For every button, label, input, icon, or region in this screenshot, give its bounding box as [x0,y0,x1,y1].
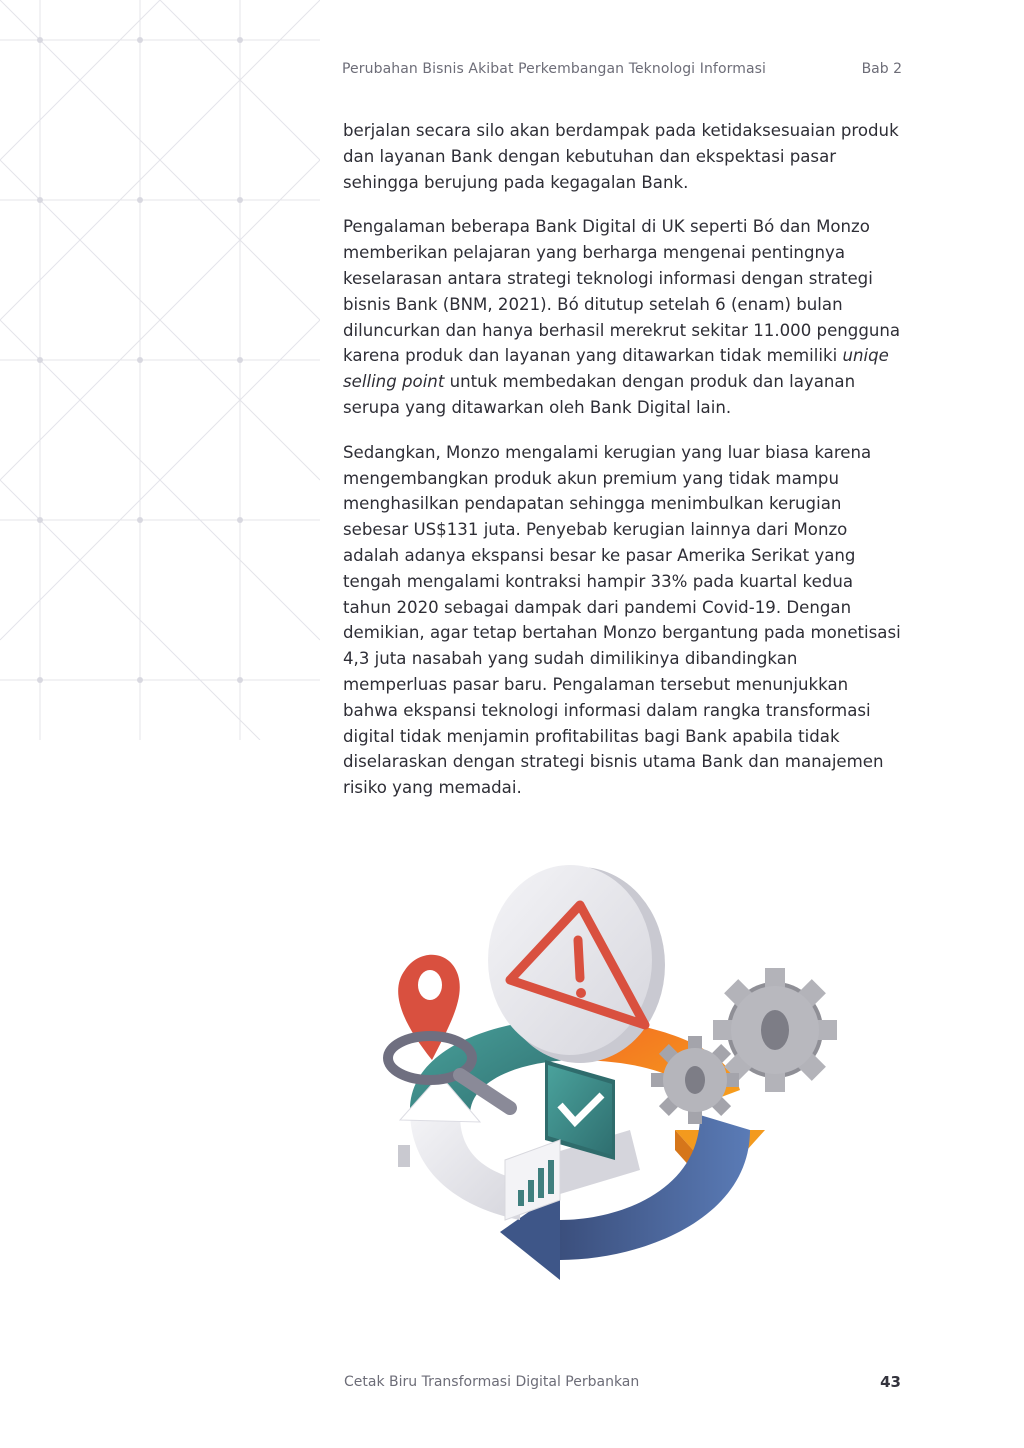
page-number: 43 [880,1373,901,1391]
paragraph-3: Sedangkan, Monzo mengalami kerugian yang luar biasa karena mengembangkan produk akun premium yang tidak mampu menghasilkan pendapatan sehingga menimbulkan kerugian sebesar US$131 juta. Penyebab kerugian lainnya dari Monzo adalah adanya ekspansi besar ke pasar Amerika Serikat yang tengah mengalami kontraksi hampir 33% pada kuartal kedua tahun 2020 sebagai dampak dari pandemi Covid-19. Dengan demikian, agar tetap bertahan Monzo bergantung pada monetisasi 4,3 juta nasabah yang sudah dimilikinya dibandingkan memperluas pasar baru. Pengalaman tersebut menunjukkan bahwa ekspansi teknologi informasi dalam rangka transformasi digital tidak menjamin profitabilitas bagi Bank apabila tidak diselaraskan dengan strategi bisnis utama Bank dan manajemen risiko yang memadai. [343,442,901,798]
chapter-label: Bab 2 [861,61,902,77]
paragraph-2-text-end: untuk membedakan dengan produk dan layanan serupa yang ditawarkan oleh Bank Digital lain. [343,372,856,417]
paragraph-2 [343,214,903,420]
running-header-title: Perubahan Bisnis Akibat Perkembangan Teknologi Informasi [342,61,767,77]
paragraph-1: berjalan secara silo akan berdampak pada ketidaksesuaian produk dan layanan Bank dengan kebutuhan dan ekspektasi pasar sehingga berujung pada kegagalan Bank. [343,121,899,192]
paragraph-2-italic: uniqe selling point [343,346,889,392]
background-pattern [0,0,320,740]
footer-book-title: Cetak Biru Transformasi Digital Perbankan [344,1374,640,1390]
risk-cycle-illustration [370,860,850,1290]
paragraph-2-text: Pengalaman beberapa Bank Digital di UK seperti Bó dan Monzo memberikan pelajaran yang berharga mengenai pentingnya keselarasan antara strategi teknologi informasi dengan strategi bisnis Bank (BNM, 2021). Bó ditutup setelah 6 (enam) bulan diluncurkan dan hanya berhasil merekrut sekitar 11.000 pengguna karena produk dan layanan yang ditawarkan tidak memiliki [343,217,901,366]
body-text [343,118,903,820]
